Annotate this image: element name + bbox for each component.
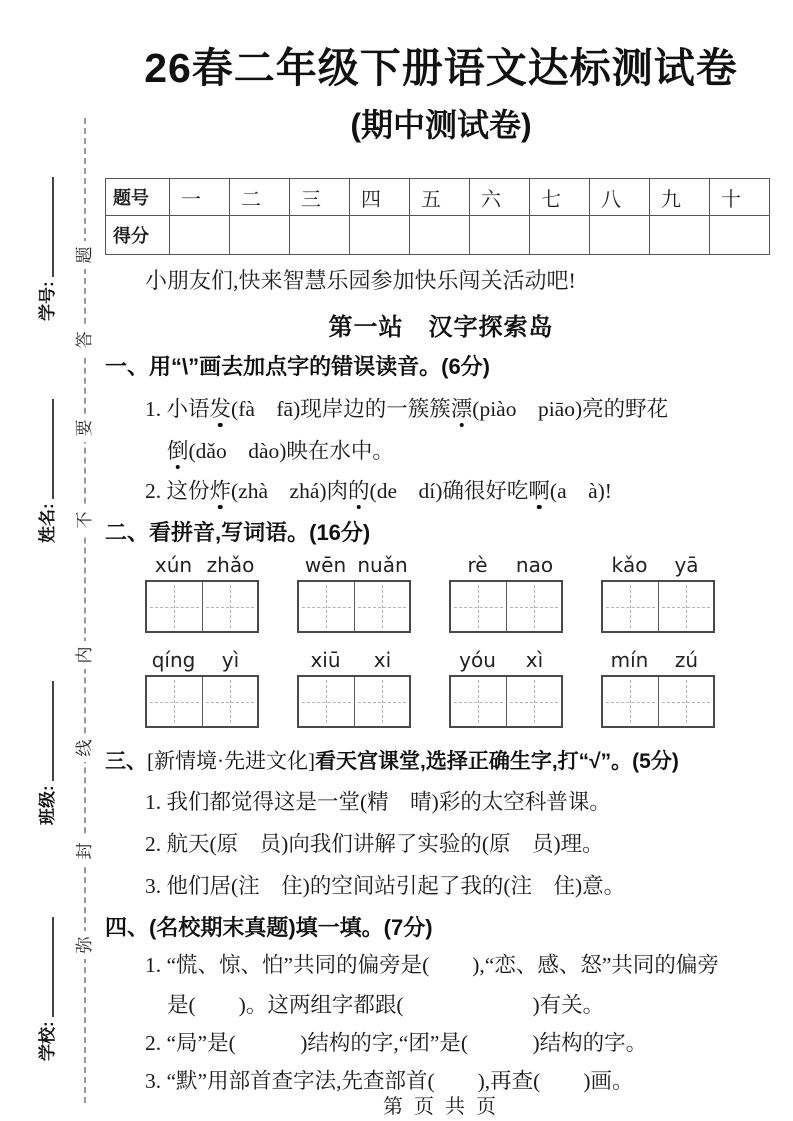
writing-box (449, 675, 563, 728)
section-three-instruction: 看天宫课堂,选择正确生字,打“√”。(5分) (314, 750, 679, 773)
student-name-blank-line[interactable] (37, 399, 54, 499)
seal-line-char: 线 (72, 734, 98, 762)
section-two-heading: 二、看拼音,写词语。(16分) (105, 520, 371, 545)
pinyin-label (601, 648, 715, 675)
section-one-item1-line1: 1. 小语发(fà fā)现岸边的一簇簇漂(piào piāo)亮的野花 (145, 397, 669, 421)
writing-cell[interactable] (354, 582, 410, 631)
score-cell[interactable] (650, 216, 710, 255)
writing-cell[interactable] (506, 582, 562, 631)
student-number-blank-line[interactable] (37, 177, 54, 277)
section-three-item2: 2. 航天(原 员)向我们讲解了实验的(原 员)理。 (145, 832, 604, 856)
pinyin-syllable: mín (610, 648, 649, 672)
score-cell[interactable] (410, 216, 470, 255)
section-four-item1-line1: 1. “慌、惊、怕”共同的偏旁是( ),“恋、感、怒”共同的偏旁 (145, 953, 719, 977)
score-table-col: 三 (290, 179, 350, 216)
pinyin-label (145, 553, 259, 580)
section-one-heading: 一、用“\”画去加点字的错误读音。(6分) (105, 354, 491, 379)
pinyin-word (601, 648, 715, 728)
student-name-label: 姓名: (37, 503, 57, 543)
section-four-item3: 3. “默”用部首查字法,先查部首( ),再查( )画。 (145, 1069, 634, 1093)
section-four-item1-line2: 是( )。这两组字都跟( )有关。 (167, 993, 605, 1017)
writing-cell[interactable] (451, 677, 506, 726)
pinyin-words-row-2 (145, 648, 715, 728)
pinyin-syllable: nuǎn (357, 553, 408, 577)
class-field (32, 635, 58, 825)
dotted-char: 啊 (528, 479, 550, 503)
writing-cell[interactable] (658, 582, 714, 631)
score-table (105, 178, 770, 255)
seal-line-char: 内 (72, 641, 98, 669)
score-table-col: 七 (530, 179, 590, 216)
writing-box (297, 580, 411, 633)
pinyin-syllable: xiū (310, 648, 341, 672)
score-cell[interactable] (590, 216, 650, 255)
pinyin-syllable: rè (467, 553, 488, 577)
dotted-char: 炸 (209, 479, 232, 503)
score-table-col: 四 (350, 179, 410, 216)
seal-line-char: 要 (72, 414, 98, 442)
station-heading: 第一站 汉字探索岛 (328, 315, 554, 341)
writing-box (449, 580, 563, 633)
score-table-score-label: 得分 (106, 216, 170, 255)
score-cell[interactable] (170, 216, 230, 255)
section-four-heading: 四、(名校期末真题)填一填。(7分) (105, 915, 433, 940)
score-table-question-label: 题号 (106, 179, 170, 216)
pinyin-syllable: zú (674, 648, 699, 672)
pinyin-syllable: xi (373, 648, 392, 672)
pinyin-syllable: qíng (151, 648, 196, 672)
student-number-field (32, 131, 58, 321)
pinyin-word (449, 648, 563, 728)
writing-box (145, 580, 259, 633)
pinyin-syllable: xún (154, 553, 193, 577)
paper-content (105, 0, 777, 1121)
school-label: 学校: (37, 1021, 57, 1061)
score-cell[interactable] (710, 216, 770, 255)
score-table-col: 二 (230, 179, 290, 216)
writing-cell[interactable] (506, 677, 562, 726)
section-four-item2: 2. “局”是( )结构的字,“团”是( )结构的字。 (145, 1031, 648, 1055)
pinyin-word (601, 553, 715, 633)
seal-line-char: 题 (72, 241, 98, 269)
pinyin-syllable: zhǎo (206, 553, 255, 577)
section-three-item1: 1. 我们都觉得这是一堂(精 晴)彩的太空科普课。 (145, 790, 611, 814)
writing-cell[interactable] (658, 677, 714, 726)
writing-box (601, 675, 715, 728)
writing-cell[interactable] (147, 677, 202, 726)
pinyin-label (297, 648, 411, 675)
dotted-char: 发 (209, 397, 232, 421)
pinyin-word (297, 648, 411, 728)
writing-cell[interactable] (202, 677, 258, 726)
writing-cell[interactable] (451, 582, 506, 631)
intro-text: 小朋友们,快来智慧乐园参加快乐闯关活动吧! (145, 268, 576, 293)
writing-cell[interactable] (299, 677, 354, 726)
class-label: 班级: (37, 785, 57, 825)
section-three-number: 三、 (105, 750, 147, 773)
score-table-col: 八 (590, 179, 650, 216)
score-table-col: 九 (650, 179, 710, 216)
pinyin-syllable: nao (515, 553, 554, 577)
score-cell[interactable] (290, 216, 350, 255)
writing-cell[interactable] (603, 582, 658, 631)
score-cell[interactable] (350, 216, 410, 255)
score-table-col: 一 (170, 179, 230, 216)
pinyin-words-row-1 (145, 553, 715, 633)
section-three-context-tag: [新情境·先进文化] (147, 749, 315, 773)
pinyin-syllable: xì (525, 648, 544, 672)
student-name-field (32, 353, 58, 543)
page-footer: 第 页 共 页 (383, 1096, 499, 1118)
pinyin-syllable: yā (674, 553, 699, 577)
pinyin-label (145, 648, 259, 675)
section-three-item3: 3. 他们居(注 住)的空间站引起了我的(注 住)意。 (145, 874, 626, 898)
score-table-col: 五 (410, 179, 470, 216)
score-cell[interactable] (470, 216, 530, 255)
pinyin-word (145, 553, 259, 633)
writing-cell[interactable] (147, 582, 202, 631)
score-cell[interactable] (530, 216, 590, 255)
seal-line-char: 封 (72, 837, 98, 865)
score-cell[interactable] (230, 216, 290, 255)
pinyin-label (601, 553, 715, 580)
writing-cell[interactable] (603, 677, 658, 726)
class-blank-line[interactable] (37, 681, 54, 781)
school-blank-line[interactable] (37, 917, 54, 1017)
pinyin-syllable: yóu (459, 648, 496, 672)
school-field (32, 871, 58, 1061)
section-one-item2: 2. 这份炸(zhà zhá)肉的(de dí)确很好吃啊(a à)! (145, 479, 612, 503)
score-table-col: 六 (470, 179, 530, 216)
pinyin-word (297, 553, 411, 633)
student-number-label: 学号: (37, 281, 57, 321)
seal-line-char: 答 (72, 326, 98, 354)
pinyin-label (449, 648, 563, 675)
pinyin-word (449, 553, 563, 633)
writing-cell[interactable] (354, 677, 410, 726)
dotted-char: 漂 (450, 397, 473, 421)
writing-cell[interactable] (202, 582, 258, 631)
score-table-col: 十 (710, 179, 770, 216)
page-title: 26春二年级下册语文达标测试卷 (144, 45, 738, 91)
writing-box (297, 675, 411, 728)
pinyin-word (145, 648, 259, 728)
dotted-char: 倒 (167, 439, 189, 463)
pinyin-label (297, 553, 411, 580)
pinyin-syllable: wēn (304, 553, 347, 577)
section-one-item1-line2: 倒(dǎo dào)映在水中。 (167, 439, 394, 463)
pinyin-syllable: kǎo (611, 553, 648, 577)
writing-box (145, 675, 259, 728)
seal-line-char: 不 (72, 506, 98, 534)
writing-box (601, 580, 715, 633)
page-subtitle: (期中测试卷) (350, 107, 532, 143)
seal-line-char: 弥 (72, 931, 98, 959)
dotted-char: 的 (348, 479, 370, 503)
writing-cell[interactable] (299, 582, 354, 631)
pinyin-label (449, 553, 563, 580)
section-three-heading (105, 745, 679, 775)
pinyin-syllable: yì (221, 648, 240, 672)
